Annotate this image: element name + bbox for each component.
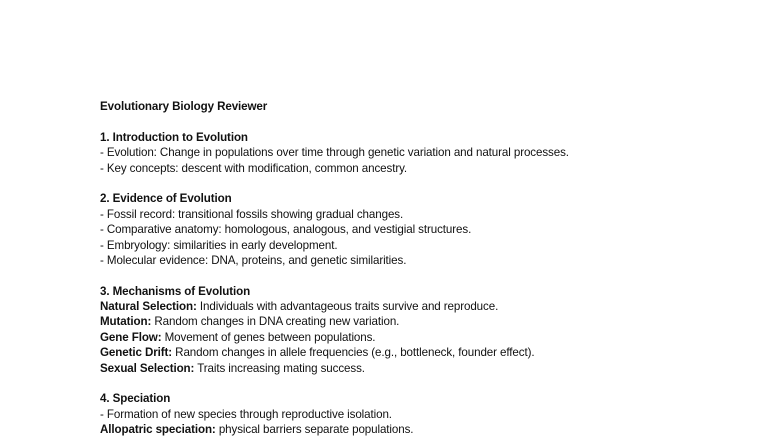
spacer [100,114,760,129]
section-heading: 1. Introduction to Evolution [100,130,248,144]
section-line: - Comparative anatomy: homologous, analogous, and vestigial structures. [100,223,472,237]
section-line: - Fossil record: transitional fossils showing gradual changes. [100,207,404,221]
section-heading: 2. Evidence of Evolution [100,192,232,206]
term-label: Mutation: [100,315,152,329]
term-definition: physical barriers separate populations. [215,423,414,437]
section-line: - Evolution: Change in populations over time through genetic variation and natural processes. [100,146,569,160]
term-label: Gene Flow: [100,330,162,344]
section-line: - Key concepts: descent with modification, common ancestry. [100,161,408,175]
section-mechanisms [100,284,760,376]
term-definition: Random changes in DNA creating new variation. [151,315,400,329]
term-line [100,345,760,360]
term-definition: Movement of genes between populations. [161,330,376,344]
section-line: - Formation of new species through reproductive isolation. [100,407,392,421]
term-label: Allopatric speciation: [100,423,216,437]
term-line [100,314,760,329]
section-speciation [100,391,760,437]
document-title: Evolutionary Biology Reviewer [100,100,268,113]
term-label: Genetic Drift: [100,346,173,360]
section-line: - Molecular evidence: DNA, proteins, and genetic similarities. [100,253,407,267]
section-line: - Embryology: similarities in early development. [100,238,338,252]
spacer [100,268,760,283]
term-line [100,422,760,437]
term-line [100,299,760,314]
spacer [100,176,760,191]
document-body [100,99,760,438]
term-definition: Individuals with advantageous traits survive and reproduce. [196,300,499,314]
section-heading: 3. Mechanisms of Evolution [100,284,251,298]
spacer [100,376,760,391]
term-label: Sexual Selection: [100,361,195,375]
term-line [100,361,760,376]
term-label: Natural Selection: [100,300,197,314]
term-definition: Random changes in allele frequencies (e.g., bottleneck, founder effect). [172,346,535,360]
section-evidence [100,191,760,268]
section-heading: 4. Speciation [100,392,171,406]
term-definition: Traits increasing mating success. [194,361,365,375]
term-line [100,330,760,345]
section-introduction [100,130,760,176]
